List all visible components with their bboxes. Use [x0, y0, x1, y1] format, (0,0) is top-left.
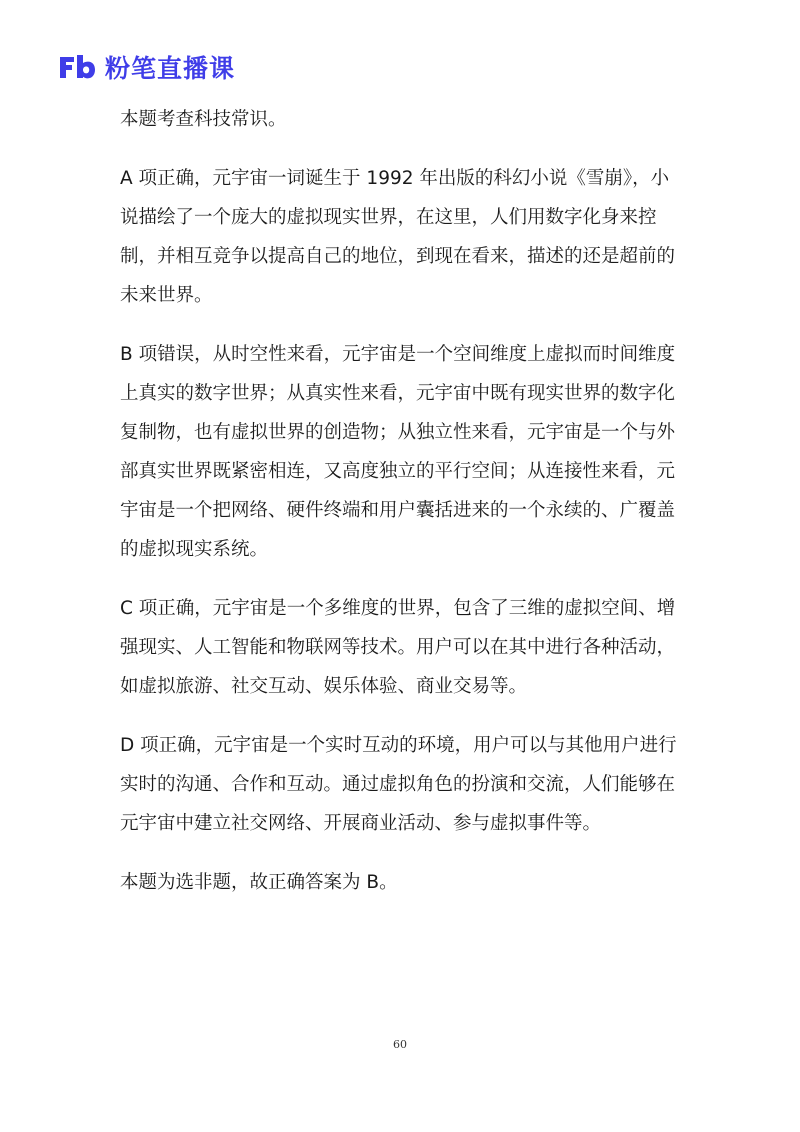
answer-explanation — [120, 100, 680, 922]
brand-name: 粉笔直播课 — [105, 54, 236, 83]
header — [57, 50, 235, 84]
paragraph-option-d: D 项正确，元宇宙是一个实时互动的环境，用户可以与其他用户进行实时的沟通、合作和互动。通过虚拟角色的扮演和交流，人们能够在元宇宙中建立社交网络、开展商业活动、参与虚拟事件等。 — [120, 735, 677, 834]
paragraph-option-b: B 项错误，从时空性来看，元宇宙是一个空间维度上虚拟而时间维度上真实的数字世界；从真实性来看，元宇宙中既有现实世界的数字化复制物，也有虚拟世界的创造物；从独立性来看，元宇宙是一个与外部真实世界既紧密相连，又高度独立的平行空间；从连接性来看，元宇宙是一个把网络、硬件终端和用户囊括进来的一个永续的、广覆盖的虚拟现实系统。 — [120, 344, 676, 560]
paragraph-option-c: C 项正确，元宇宙是一个多维度的世界，包含了三维的虚拟空间、增强现实、人工智能和物联网等技术。用户可以在其中进行各种活动，如虚拟旅游、社交互动、娱乐体验、商业交易等。 — [120, 598, 676, 697]
paragraph-conclusion: 本题为选非题，故正确答案为 B。 — [120, 872, 398, 893]
paragraph-option-a: A 项正确，元宇宙一词诞生于 1992 年出版的科幻小说《雪崩》，小说描绘了一个庞大的虚拟现实世界，在这里，人们用数字化身来控制，并相互竞争以提高自己的地位，到现在看来，描述的还是超前的未来世界。 — [120, 168, 676, 306]
paragraph-intro: 本题考查科技常识。 — [120, 109, 287, 130]
page-number: 60 — [393, 1038, 407, 1051]
fenbi-logo-icon — [57, 52, 97, 82]
